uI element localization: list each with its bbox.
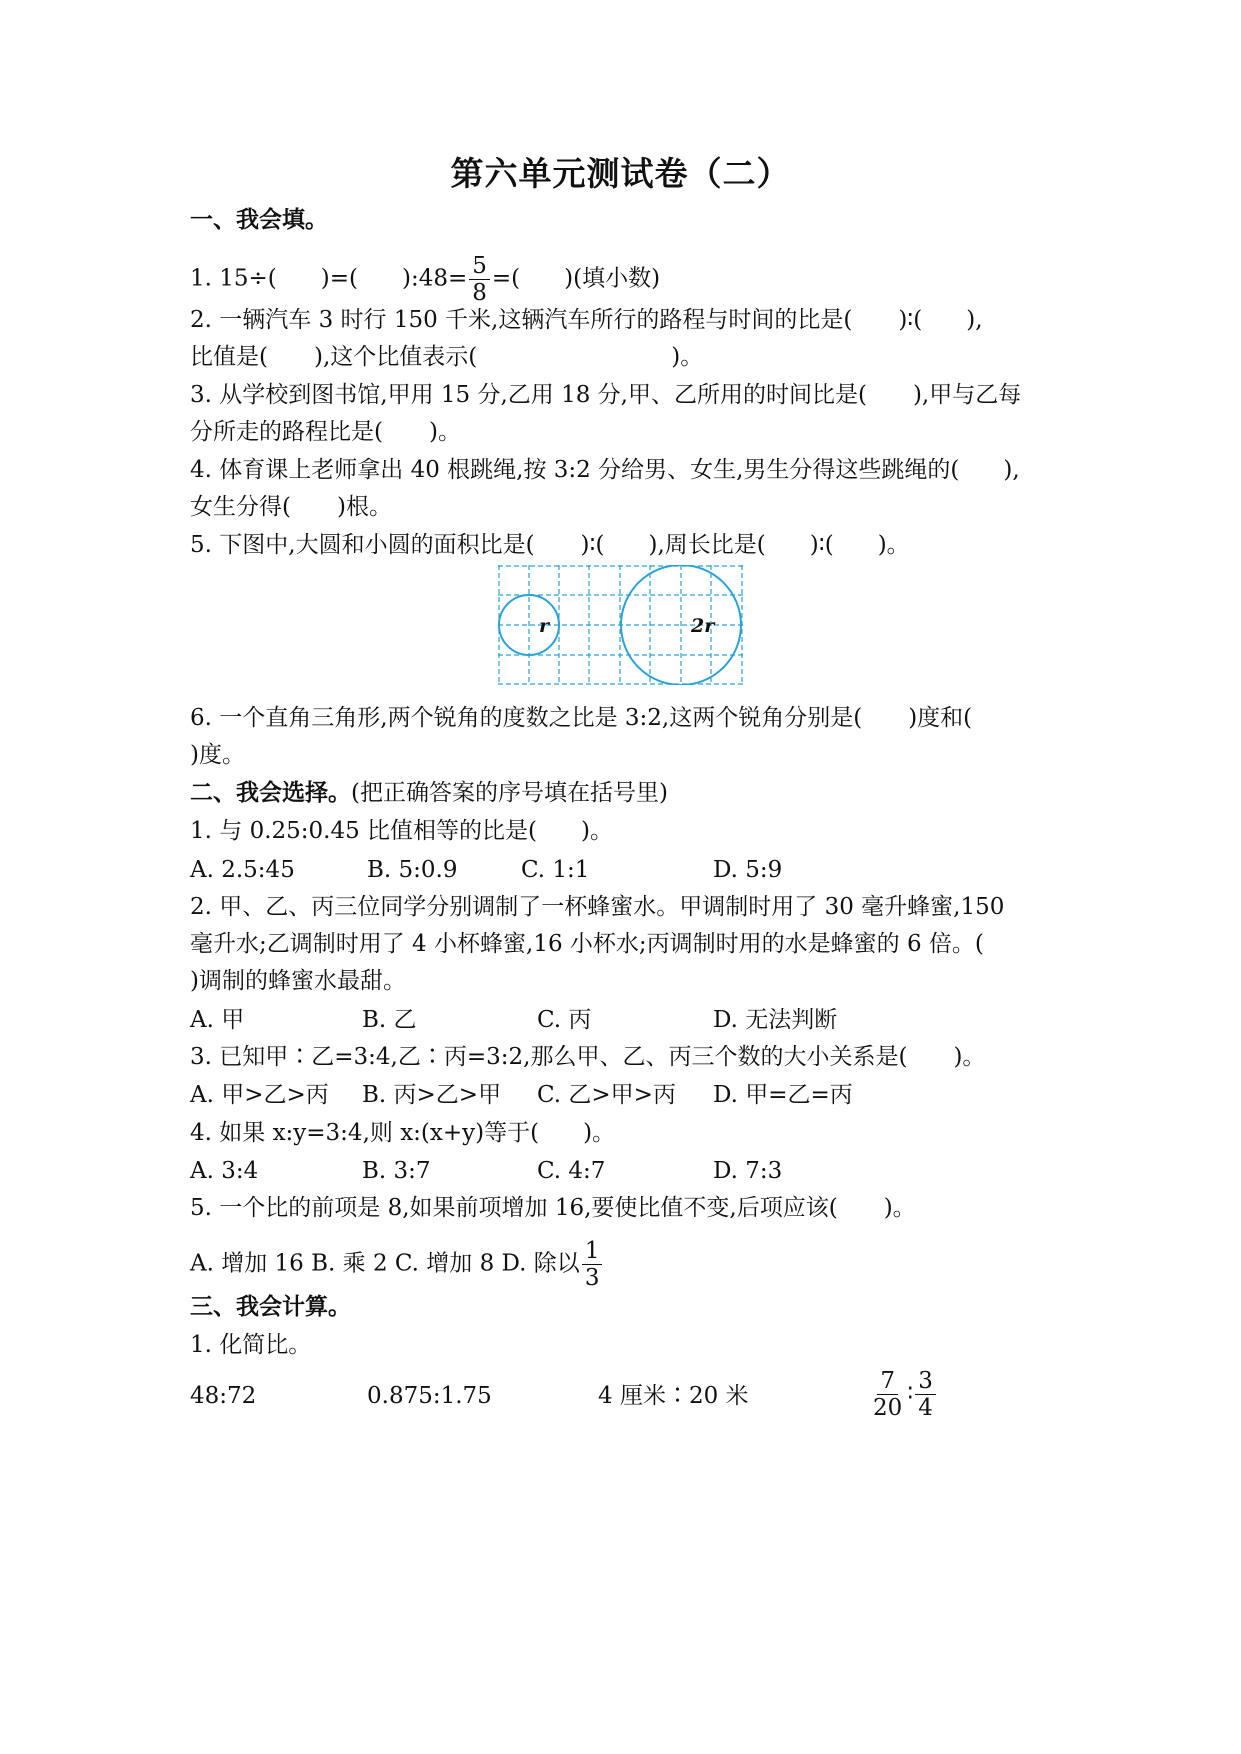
q2-3-text-b: )。 <box>953 1044 986 1070</box>
big-circle-label: 2r <box>691 615 715 637</box>
fraction-7-20 <box>870 1368 905 1421</box>
section-3-heading: 三、我会计算。 <box>190 1294 351 1320</box>
page-title: 第六单元测试卷（二） <box>450 154 791 193</box>
fraction-1-3 <box>582 1238 603 1291</box>
q1-5-text-e: )。 <box>877 532 910 558</box>
ratio-item-4 <box>868 1368 938 1421</box>
q1-2-text-f: )。 <box>671 344 704 370</box>
q2-1-option-c[interactable]: C. 1:1 <box>521 857 590 883</box>
q1-1-text-a: 1. 15÷( <box>190 265 277 292</box>
question-1-1 <box>190 253 660 306</box>
q1-3-text-d: )。 <box>428 419 461 445</box>
q1-6-text-a: 6. 一个直角三角形,两个锐角的度数之比是 3:2,这两个锐角分别是( <box>190 705 863 731</box>
section-2-title: 二、我会选择。 <box>190 780 351 806</box>
ratio-item-2: 0.875:1.75 <box>367 1383 492 1409</box>
question-1-4-line-1 <box>190 455 1020 485</box>
q1-6-text-b: )度和( <box>908 705 973 731</box>
q2-2-option-c[interactable]: C. 丙 <box>537 1007 592 1033</box>
section-2-note: (把正确答案的序号填在括号里) <box>351 780 668 806</box>
q2-4-option-b[interactable]: B. 3:7 <box>362 1158 431 1184</box>
q2-3-option-d[interactable]: D. 甲=乙=丙 <box>713 1082 853 1108</box>
fraction-denominator: 4 <box>918 1395 933 1421</box>
question-1-3-line-1 <box>190 380 1021 410</box>
q2-4-option-c[interactable]: C. 4:7 <box>537 1158 606 1184</box>
q2-5-text-a: 5. 一个比的前项是 8,如果前项增加 16,要使比值不变,后项应该( <box>190 1195 838 1221</box>
q1-1-text-b: )=( <box>320 265 358 292</box>
q2-2-option-a[interactable]: A. 甲 <box>190 1007 245 1033</box>
q2-4-option-d[interactable]: D. 7:3 <box>713 1158 783 1184</box>
fraction-5-8 <box>469 253 490 306</box>
fraction-denominator: 3 <box>584 1265 600 1291</box>
small-circle-label: r <box>539 615 550 637</box>
ratio-item-1: 48:72 <box>190 1383 257 1409</box>
q2-4-text-a: 4. 如果 x:y=3:4,则 x:(x+y)等于( <box>190 1120 540 1146</box>
q2-5-options-text: A. 增加 16 B. 乘 2 C. 增加 8 D. 除以 <box>190 1250 580 1277</box>
q1-4-text-a: 4. 体育课上老师拿出 40 根跳绳,按 3:2 分给男、女生,男生分得这些跳绳的( <box>190 457 960 483</box>
q1-2-text-b: )∶( <box>898 307 923 333</box>
question-2-1 <box>190 816 613 846</box>
q2-3-option-a[interactable]: A. 甲>乙>丙 <box>190 1082 329 1108</box>
q1-5-text-b: )∶( <box>580 532 605 558</box>
ratio-item-3: 4 厘米∶20 米 <box>598 1383 749 1409</box>
q2-5-text-b: )。 <box>883 1195 916 1221</box>
fraction-denominator: 8 <box>472 280 487 306</box>
section-1-heading: 一、我会填。 <box>190 207 328 233</box>
ratio-separator: ∶ <box>907 1380 914 1407</box>
q1-5-text-a: 5. 下图中,大圆和小圆的面积比是( <box>190 532 535 558</box>
fraction-numerator: 7 <box>877 1368 898 1395</box>
q1-3-text-b: ),甲与乙每 <box>912 382 1022 408</box>
fraction-numerator: 3 <box>915 1368 936 1395</box>
q1-5-text-c: ),周长比是( <box>648 532 766 558</box>
question-1-2-line-1 <box>190 305 983 335</box>
circles-grid-figure <box>498 565 743 685</box>
q2-1-text-a: 1. 与 0.25:0.45 比值相等的比是( <box>190 818 538 844</box>
q1-4-text-d: )根。 <box>336 494 392 520</box>
question-2-2-line-2: 毫升水;乙调制时用了 4 小杯蜂蜜,16 小杯水;丙调制时用的水是蜂蜜的 6 倍。( <box>190 931 984 957</box>
q2-4-option-a[interactable]: A. 3:4 <box>190 1158 259 1184</box>
q2-2-option-b[interactable]: B. 乙 <box>362 1007 417 1033</box>
question-1-2-line-2 <box>190 342 703 372</box>
question-1-4-line-2 <box>190 492 392 522</box>
q2-3-option-c[interactable]: C. 乙>甲>丙 <box>537 1082 676 1108</box>
q2-2-option-d[interactable]: D. 无法判断 <box>713 1007 838 1033</box>
question-2-5 <box>190 1193 916 1223</box>
question-1-3-line-2 <box>190 417 461 447</box>
q1-2-text-a: 2. 一辆汽车 3 时行 150 千米,这辆汽车所行的路程与时间的比是( <box>190 307 853 333</box>
q2-1-option-d[interactable]: D. 5:9 <box>713 857 783 883</box>
question-2-2-line-3: )调制的蜂蜜水最甜。 <box>190 968 406 994</box>
q2-4-text-b: )。 <box>583 1120 616 1146</box>
question-1-5 <box>190 530 910 560</box>
q1-4-text-c: 女生分得( <box>190 494 291 520</box>
question-1-6-line-2: )度。 <box>190 742 245 768</box>
section-2-heading <box>190 778 668 808</box>
q1-4-text-b: ), <box>1003 457 1020 483</box>
q1-3-text-a: 3. 从学校到图书馆,甲用 15 分,乙用 18 分,甲、乙所用的时间比是( <box>190 382 867 408</box>
q2-1-text-b: )。 <box>581 818 614 844</box>
q1-2-text-c: ), <box>966 307 983 333</box>
q2-1-option-b[interactable]: B. 5:0.9 <box>367 857 458 883</box>
q2-3-text-a: 3. 已知甲∶乙=3:4,乙∶丙=3:2,那么甲、乙、丙三个数的大小关系是( <box>190 1044 908 1070</box>
fraction-3-4 <box>915 1368 936 1421</box>
question-1-6-line-1 <box>190 703 972 733</box>
fraction-denominator: 20 <box>873 1395 903 1421</box>
fraction-numerator: 1 <box>582 1238 603 1265</box>
q2-5-options[interactable] <box>190 1238 604 1291</box>
q1-1-text-d: =( <box>491 265 521 292</box>
q1-1-text-c: ):48= <box>402 265 468 292</box>
question-2-3 <box>190 1042 985 1072</box>
q1-3-text-c: 分所走的路程比是( <box>190 419 383 445</box>
q1-2-text-d: 比值是( <box>190 344 268 370</box>
q2-1-option-a[interactable]: A. 2.5:45 <box>190 857 295 883</box>
q1-5-text-d: )∶( <box>809 532 834 558</box>
question-3-1-label: 1. 化简比。 <box>190 1332 312 1358</box>
question-2-2-line-1: 2. 甲、乙、丙三位同学分别调制了一杯蜂蜜水。甲调制时用了 30 毫升蜂蜜,150 <box>190 894 1005 920</box>
question-2-4 <box>190 1118 615 1148</box>
q1-2-text-e: ),这个比值表示( <box>313 344 478 370</box>
fraction-numerator: 5 <box>469 253 490 280</box>
q1-1-text-e: )(填小数) <box>564 265 661 292</box>
q2-3-option-b[interactable]: B. 丙>乙>甲 <box>362 1082 502 1108</box>
